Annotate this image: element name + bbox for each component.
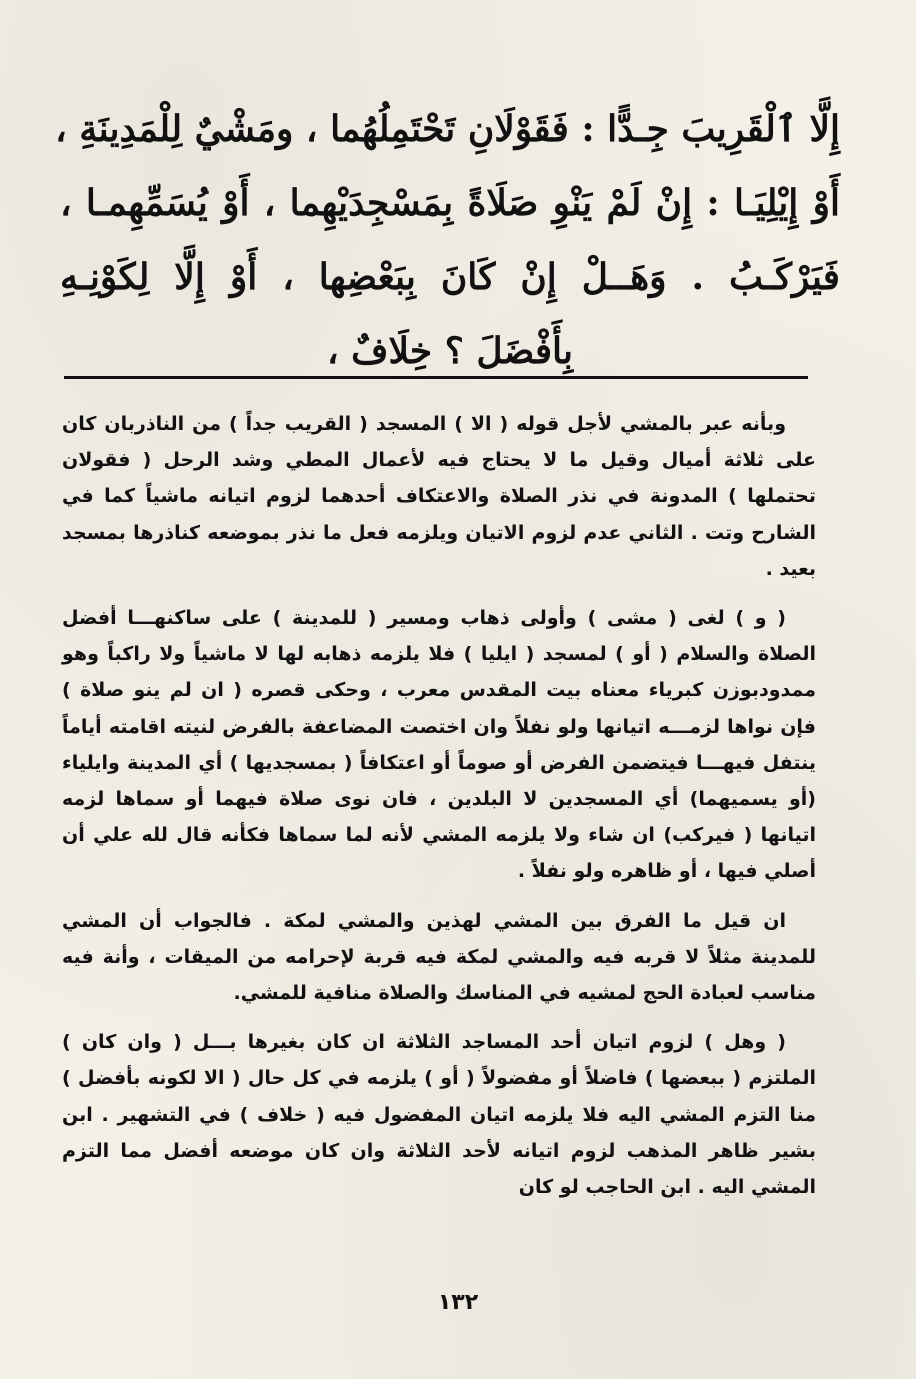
commentary-paragraph: ( و ) لغى ( مشى ) وأولى ذهاب ومسير ( للمدينة ) على ساكنهـــا أفضل الصلاة والسلام ( أو ) لمسجد ( ايليا ) فلا يلزمه ذهابه لها لا ماشياً ولا راكباً وهو ممدودبوزن كبرياء معناه بيت المقدس معرب ، وحكى قصره ( ان لم ينو صلاة ) فإن نواها لزمـــه اتيانها ولو نفلاً وان اختصت المضاعفة بالفرض لنيته اقامته أياماً ينتفل فيهـــا فيتضمن الفرض أو صوماً أو اعتكافاً ( بمسجديها ) أي المدينة وايلياء (أو يسميهما) أي المسجدين لا البلدين ، فان نوى صلاة فيهما أو سماها لزمه اتيانها ( فيركب) ان شاء ولا يلزمه المشي لأنه لما سماها فكأنه قال لله علي أن أصلي فيها ، أو ظاهره ولو نفلاً . [62, 607, 816, 883]
separator-rule [64, 376, 808, 379]
commentary-paragraph: ( وهل ) لزوم اتيان أحد المساجد الثلاثة ان كان بغيرها بـــل ( وان كان ) الملتزم ( ببعضها ) فاضلاً أو مفضولاً ( أو ) يلزمه في كل حال ( الا لكونه بأفضل ) منا التزم المشي اليه فلا يلزمه اتيان المفضول فيه ( خلاف ) في التشهير . ابن بشير ظاهر المذهب لزوم اتيانه لأحد الثلاثة وان كان موضعه أفضل مما التزم المشي اليه . ابن الحاجب لو كان [62, 1031, 816, 1199]
matn-line: أَوْ إِيْلِيَـا : إِنْ لَمْ يَنْوِ صَلَاةً بِمَسْجِدَيْهِما ، أَوْ يُسَمِّهِمـا ، [60, 182, 840, 224]
commentary-paragraph: ان قيل ما الفرق بين المشي لهذين والمشي لمكة . فالجواب أن المشي للمدينة مثلاً لا قربه فيه والمشي لمكة فيه قربة لإحرامه من الميقات ، وأنة فيه مناسب لعبادة الحج لمشيه في المناسك والصلاة منافية للمشي. [62, 909, 816, 1005]
matn-line: فَيَرْكَـبُ . وَهَــلْ إِنْ كَانَ بِبَعْضِها ، أَوْ إِلَّا لِكَوْنِـهِ [60, 256, 840, 298]
matn-line: بِأَفْضَلَ ؟ خِلَافٌ ، [326, 330, 574, 372]
commentary-text [62, 406, 816, 1218]
matn-text [55, 92, 840, 388]
commentary-paragraph: وبأنه عبر بالمشي لأجل قوله ( الا ) المسجد ( القريب جداً ) من الناذربان كان على ثلاثة أميال وقيل ما لا يحتاج فيه لأعمال المطي وشد الرحل ( فقولان تحتملها ) المدونة في نذر الصلاة والاعتكاف أحدهما لزوم اتيانه ماشياً كما في الشارح وتت . الثاني عدم لزوم الاتيان ويلزمه فعل ما نذر بموضعه كناذرها بمسجد بعيد . [62, 413, 816, 580]
matn-line: إِلَّا ٱلْقَرِيبَ جِـدًّا : فَقَوْلَانِ تَحْتَمِلُهُما ، ومَشْيٌ لِلْمَدِينَةِ ، [55, 108, 840, 150]
page-number: ١٣٢ [437, 1290, 479, 1315]
